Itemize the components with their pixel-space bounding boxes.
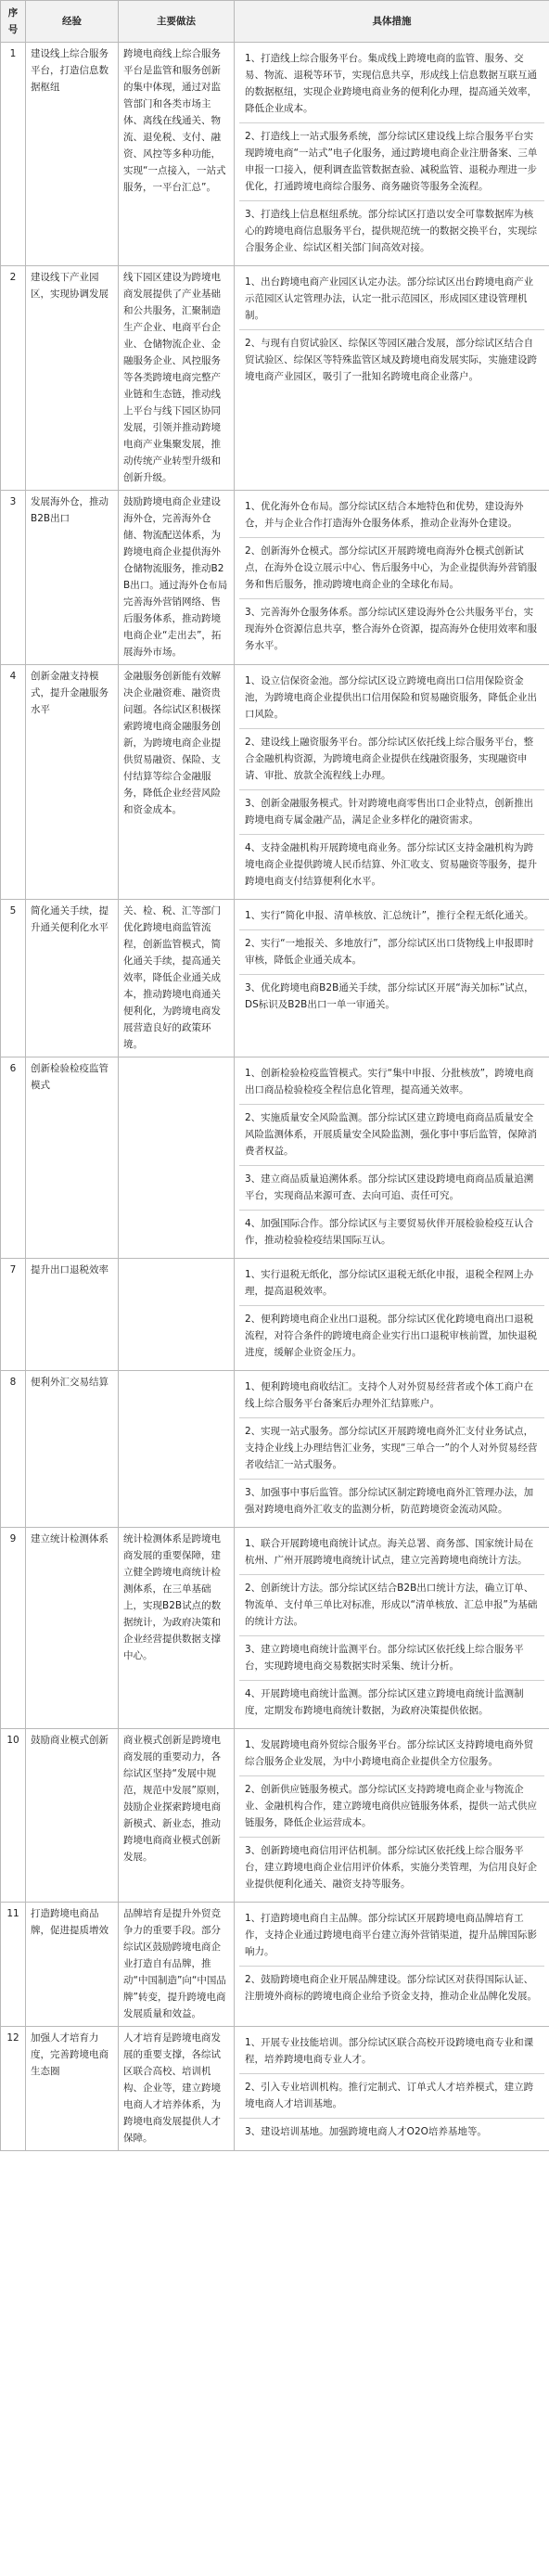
row-number: 2 [1, 266, 26, 491]
row-experience: 建立统计检测体系 [26, 1528, 119, 1729]
measure-item: 1、便利跨境电商收结汇。支持个人对外贸易经营者或个体工商户在线上综合服务平台备案后办理外汇结算账户。 [239, 1374, 544, 1418]
row-approach: 人才培育是跨境电商发展的重要支撑，各综试区联合高校、培训机构、企业等，建立跨境电商人才培养体系，为跨境电商发展提供人才保障。 [119, 2027, 235, 2151]
row-experience: 提升出口退税效率 [26, 1259, 119, 1371]
measure-item: 1、设立信保资金池。部分综试区设立跨境电商出口信用保险资金池，为跨境电商企业提供出口信用保险和贸易融资服务，降低企业出口风险。 [239, 668, 544, 729]
row-measures [235, 491, 549, 665]
row-number: 9 [1, 1528, 26, 1729]
row-number: 12 [1, 2027, 26, 2151]
measure-item: 4、开展跨境电商统计监测。部分综试区建立跨境电商统计监测制度，定期发布跨境电商统计数据，为政府决策提供依据。 [245, 1688, 524, 1716]
row-experience: 发展海外仓，推动B2B出口 [26, 491, 119, 665]
measure-item: 2、实施质量安全风险监测。部分综试区建立跨境电商商品质量安全风险监测体系，开展质量安全风险监测，强化事中事后监管，保障消费者权益。 [239, 1105, 544, 1166]
row-experience: 建设线下产业园区，实现协调发展 [26, 266, 119, 491]
table-row [1, 1528, 549, 1729]
row-measures [235, 1903, 549, 2027]
row-number: 7 [1, 1259, 26, 1371]
row-measures [235, 665, 549, 900]
header-row [1, 1, 549, 43]
row-number: 10 [1, 1729, 26, 1903]
measure-item: 3、建设培训基地。加强跨境电商人才O2O培养基地等。 [245, 2126, 487, 2137]
row-number: 4 [1, 665, 26, 900]
measure-item: 4、支持金融机构开展跨境电商业务。部分综试区支持金融机构为跨境电商企业提供跨境人民币结算、外汇收支、贸易融资等服务，提升跨境电商支付结算便利化水平。 [245, 842, 537, 887]
measure-item: 2、便利跨境电商企业出口退税。部分综试区优化跨境电商出口退税流程，对符合条件的跨境电商企业实行出口退税审核前置，加快退税进度，缓解企业资金压力。 [245, 1314, 537, 1358]
row-measures [235, 266, 549, 491]
table-row [1, 1729, 549, 1903]
measure-item: 1、优化海外仓布局。部分综试区结合本地特色和优势，建设海外仓，并与企业合作打造海外仓服务体系，推动企业海外仓建设。 [239, 493, 544, 538]
row-measures [235, 900, 549, 1057]
table-row [1, 43, 549, 266]
table-row [1, 1371, 549, 1528]
table-row [1, 1057, 549, 1259]
measure-item: 4、加强国际合作。部分综试区与主要贸易伙伴开展检验检疫互认合作，推动检验检疫结果国际互认。 [245, 1218, 534, 1246]
row-approach: 商业模式创新是跨境电商发展的重要动力，各综试区坚持“发展中规范，规范中发展”原则，鼓励企业探索跨境电商新模式、新业态，推动跨境电商商业模式创新发展。 [119, 1729, 235, 1903]
measure-item: 1、联合开展跨境电商统计试点。海关总署、商务部、国家统计局在杭州、广州开展跨境电商统计试点，建立完善跨境电商统计方法。 [239, 1531, 544, 1575]
measure-item: 2、建设线上融资服务平台。部分综试区依托线上综合服务平台，整合金融机构资源，为跨境电商企业提供在线融资服务，实现融资申请、审批、放款全流程线上办理。 [239, 729, 544, 790]
measure-item: 1、打造线上综合服务平台。集成线上跨境电商的监管、服务、交易、物流、退税等环节，实现信息共享，形成线上信息数据互联互通的数据枢纽，实现企业跨境电商业务的便利化办理，提高通关效率，降低企业成本。 [239, 45, 544, 123]
table-row [1, 900, 549, 1057]
measure-item: 2、实行“一地报关、多地放行”，部分综试区出口货物线上申报即时审核，降低企业通关成本。 [239, 930, 544, 975]
row-approach: 金融服务创新能有效解决企业融资难、融资贵问题。各综试区积极探索跨境电商金融服务创新，为跨境电商企业提供贸易融资、保险、支付结算等综合金融服务，降低企业经营风险和资金成本。 [119, 665, 235, 900]
table-row [1, 491, 549, 665]
table-row [1, 2027, 549, 2151]
row-experience: 鼓励商业模式创新 [26, 1729, 119, 1903]
measure-item: 2、打造线上一站式服务系统，部分综试区建设线上综合服务平台实现跨境电商“一站式”电子化服务，通过跨境电商企业注册备案、三单申报一口接入，便利调查监管数据查验、减税监管、退税办理进一步优化，打通跨境电商综合服务、商务融资等服务全流程。 [239, 123, 544, 201]
measure-item: 3、建立商品质量追溯体系。部分综试区建设跨境电商商品质量追溯平台，实现商品来源可查、去向可追、责任可究。 [239, 1166, 544, 1211]
row-measures [235, 2027, 549, 2151]
measure-item: 3、创新跨境电商信用评估机制。部分综试区依托线上综合服务平台，建立跨境电商企业信用评价体系，实施分类管理，为信用良好企业提供便利化通关、融资支持等服务。 [245, 1845, 537, 1890]
row-experience: 打造跨境电商品牌，促进提质增效 [26, 1903, 119, 2027]
row-experience: 建设线上综合服务平台，打造信息数据枢纽 [26, 43, 119, 266]
row-experience: 创新金融支持模式，提升金融服务水平 [26, 665, 119, 900]
measure-item: 1、开展专业技能培训。部分综试区联合高校开设跨境电商专业和课程，培养跨境电商专业人才。 [239, 2030, 544, 2074]
measure-item: 1、创新检验检疫监管模式。实行“集中申报、分批核放”，跨境电商出口商品检验检疫全程信息化管理，提高通关效率。 [239, 1060, 544, 1105]
table-row [1, 266, 549, 491]
measure-item: 3、创新金融服务模式。针对跨境电商零售出口企业特点，创新推出跨境电商专属金融产品，满足企业多样化的融资需求。 [239, 790, 544, 835]
measure-item: 3、打造线上信息枢纽系统。部分综试区打造以安全可靠数据库为核心的跨境电商信息服务平台，提供规范统一的数据交换平台，实现综合服务企业、综试区相关部门间高效对接。 [245, 209, 537, 253]
row-approach: 品牌培育是提升外贸竞争力的重要手段。部分综试区鼓励跨境电商企业打造自有品牌，推动“中国制造”向“中国品牌”转变，提升跨境电商发展质量和效益。 [119, 1903, 235, 2027]
row-approach [119, 1259, 235, 1371]
table-row [1, 1903, 549, 2027]
measure-item: 3、完善海外仓服务体系。部分综试区建设海外仓公共服务平台，实现海外仓资源信息共享，整合海外仓资源，提高海外仓使用效率和服务水平。 [245, 607, 537, 651]
row-number: 5 [1, 900, 26, 1057]
measure-item: 2、与现有自贸试验区、综保区等园区融合发展，部分综试区结合自贸试验区、综保区等特殊监管区域及跨境电商发展实际，实施建设跨境电商产业园区，吸引了一批知名跨境电商企业落户。 [245, 338, 537, 382]
row-number: 1 [1, 43, 26, 266]
table-row [1, 1259, 549, 1371]
table-row [1, 665, 549, 900]
measure-item: 1、实行“简化申报、清单核放、汇总统计”，推行全程无纸化通关。 [239, 903, 544, 930]
row-measures [235, 43, 549, 266]
header-approach: 主要做法 [119, 1, 235, 43]
measure-item: 2、鼓励跨境电商企业开展品牌建设。部分综试区对获得国际认证、注册境外商标的跨境电商企业给予资金支持，推动企业品牌化发展。 [245, 1974, 537, 2002]
table-body [1, 43, 549, 2151]
row-approach [119, 1371, 235, 1528]
measure-item: 1、发展跨境电商外贸综合服务平台。部分综试区支持跨境电商外贸综合服务企业发展，为中小跨境电商企业提供全方位服务。 [239, 1732, 544, 1776]
row-measures [235, 1371, 549, 1528]
measure-item: 1、实行退税无纸化，部分综试区退税无纸化申报，退税全程网上办理，提高退税效率。 [239, 1262, 544, 1306]
row-number: 6 [1, 1057, 26, 1259]
row-number: 8 [1, 1371, 26, 1528]
measure-item: 3、建立跨境电商统计监测平台。部分综试区依托线上综合服务平台，实现跨境电商交易数据实时采集、统计分析。 [239, 1636, 544, 1681]
row-approach: 统计检测体系是跨境电商发展的重要保障，建立健全跨境电商统计检测体系，在三单基础上，实现B2B试点的数据统计，为政府决策和企业经营提供数据支撑中心。 [119, 1528, 235, 1729]
measure-item: 1、出台跨境电商产业园区认定办法。部分综试区出台跨境电商产业示范园区认定管理办法，认定一批示范园区，形成园区建设管理机制。 [239, 269, 544, 330]
row-approach: 关、检、税、汇等部门优化跨境电商监管流程，创新监管模式，简化通关手续，提高通关效率，降低企业通关成本，推动跨境电商通关便利化，为跨境电商发展营造良好的政策环境。 [119, 900, 235, 1057]
row-experience: 简化通关手续，提升通关便利化水平 [26, 900, 119, 1057]
measure-item: 2、引入专业培训机构。推行定制式、订单式人才培养模式，建立跨境电商人才培训基地。 [239, 2074, 544, 2119]
row-number: 11 [1, 1903, 26, 2027]
header-experience: 经验 [26, 1, 119, 43]
header-measures: 具体措施 [235, 1, 549, 43]
measure-item: 3、加强事中事后监管。部分综试区制定跨境电商外汇管理办法，加强对跨境电商外汇收支的监测分析，防范跨境资金流动风险。 [245, 1487, 534, 1515]
measure-item: 1、打造跨境电商自主品牌。部分综试区开展跨境电商品牌培育工作，支持企业通过跨境电商平台建立海外营销渠道，提升品牌国际影响力。 [239, 1905, 544, 1967]
row-number: 3 [1, 491, 26, 665]
row-approach: 鼓励跨境电商企业建设海外仓，完善海外仓储、物流配送体系，为跨境电商企业提供海外仓储物流服务，推动B2B出口。通过海外仓布局完善海外营销网络、售后服务体系，推动跨境电商企业“走出去”，拓展海外市场。 [119, 491, 235, 665]
row-measures [235, 1057, 549, 1259]
row-approach [119, 1057, 235, 1259]
row-approach: 跨境电商线上综合服务平台是监管和服务创新的集中体现，通过对监管部门和各类市场主体、离线在线通关、物流、退免税、支付、融资、风控等多种功能，实现“一点接入，一站式服务，一平台汇总”。 [119, 43, 235, 266]
row-experience: 创新检验检疫监管模式 [26, 1057, 119, 1259]
row-measures [235, 1259, 549, 1371]
measure-item: 3、优化跨境电商B2B通关手续，部分综试区开展“海关加标”试点，DS标识及B2B出口一单一审通关。 [245, 982, 534, 1010]
measure-item: 2、创新统计方法。部分综试区结合B2B出口统计方法，确立订单、物流单、支付单三单比对标准，形成以“清单核放、汇总申报”为基础的统计方法。 [239, 1575, 544, 1636]
row-approach: 线下园区建设为跨境电商发展提供了产业基础和公共服务，汇聚制造生产企业、电商平台企业、仓储物流企业、金融服务企业、风控服务等各类跨境电商完整产业链和生态链，推动线上平台与线下园区协同发展，引领并推动跨境电商产业集聚发展，推动传统产业转型升级和创新升级。 [119, 266, 235, 491]
row-experience: 加强人才培育力度，完善跨境电商生态圈 [26, 2027, 119, 2151]
row-measures [235, 1729, 549, 1903]
measure-item: 2、创新海外仓模式。部分综试区开展跨境电商海外仓模式创新试点，在海外仓设立展示中心、售后服务中心，为企业提供海外营销服务和售后服务，推动跨境电商企业的全球化布局。 [239, 538, 544, 599]
measure-item: 2、创新供应链服务模式。部分综试区支持跨境电商企业与物流企业、金融机构合作，建立跨境电商供应链服务体系，提供一站式供应链服务，降低企业运营成本。 [239, 1776, 544, 1838]
row-experience: 便利外汇交易结算 [26, 1371, 119, 1528]
row-measures [235, 1528, 549, 1729]
measure-item: 2、实现一站式服务。部分综试区开展跨境电商外汇支付业务试点，支持企业线上办理结售汇业务，实现“三单合一”的个人对外贸易经营者收结汇一站式服务。 [239, 1418, 544, 1480]
header-no: 序号 [1, 1, 26, 43]
